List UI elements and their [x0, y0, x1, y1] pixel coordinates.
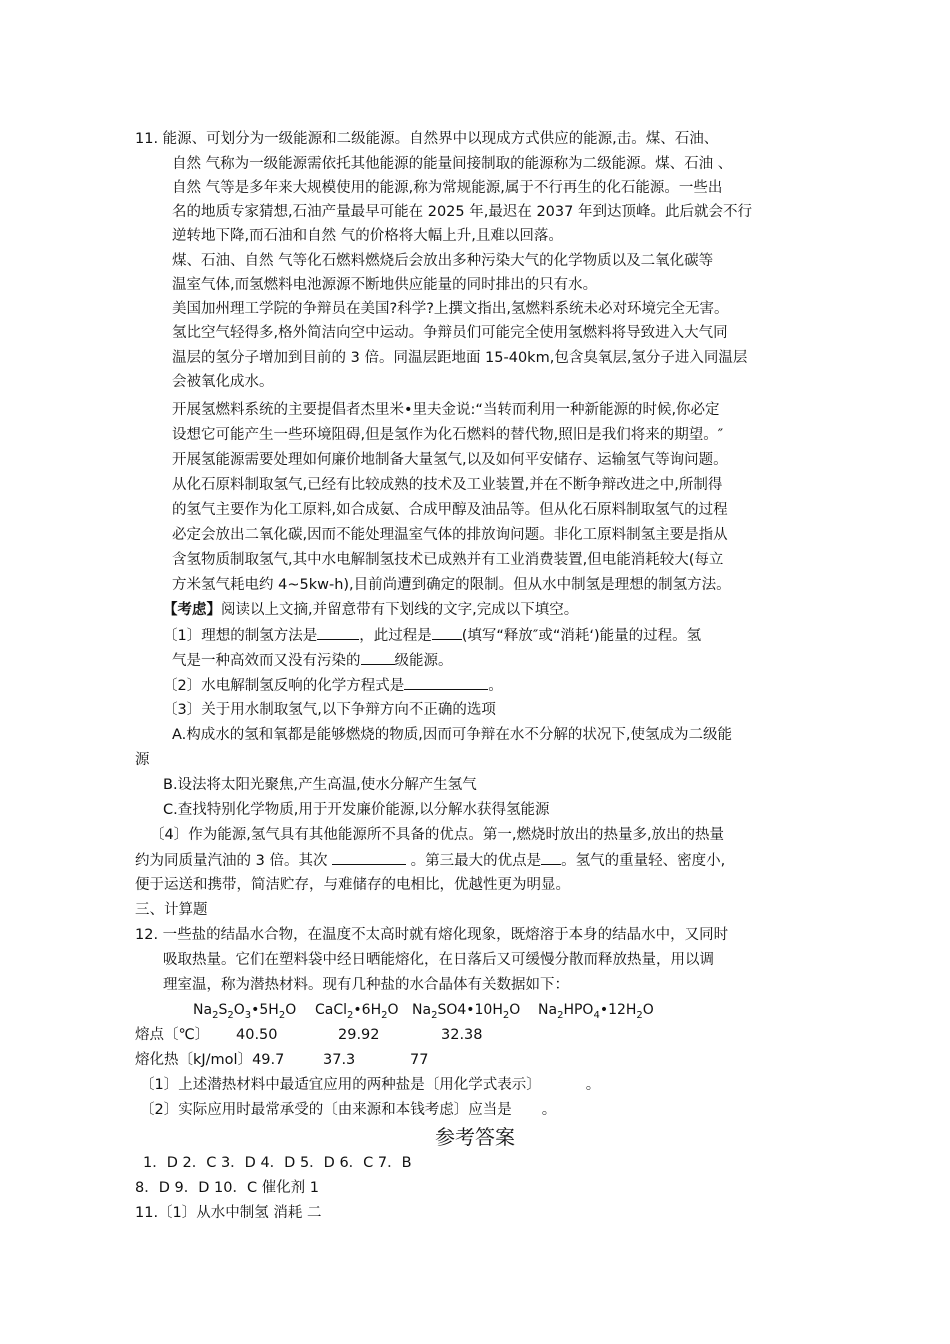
q11-line-1: 11. 能源、可划分为一级能源和二级能源。自然界中以现成方式供应的能源,击。煤、石油、	[135, 131, 719, 147]
sub1-text-e: 级能源。	[394, 653, 453, 669]
heat-of-fusion-value-3: 77	[410, 1052, 429, 1068]
answers-row-3: 11.〔1〕从水中制氢 消耗 二	[135, 1205, 322, 1221]
answer-blank-4[interactable]	[404, 674, 488, 690]
sub4-text-a: 约为同质量汽油的 3 倍。其次	[135, 853, 328, 869]
sub2-text-a: 〔2〕水电解制氢反响的化学方程式是	[163, 678, 405, 694]
melting-point-value-1: 40.50	[236, 1027, 278, 1043]
option-a-line-1: A.构成水的氢和氧都是能够燃烧的物质,因而可争辩在水不分解的状况下,使氢成为二级能	[172, 727, 732, 743]
heat-of-fusion-label: 熔化热〔kJ/mol〕49.7	[135, 1052, 285, 1068]
answer-blank-1[interactable]	[317, 624, 359, 640]
answers-row-1: 1．D 2．C 3．D 4．D 5．D 6．C 7．B	[143, 1155, 412, 1171]
answers-row-2: 8．D 9．D 10．C 催化剂 1	[135, 1180, 320, 1196]
option-c: C.查找特别化学物质,用于开发廉价能源,以分解水获得氢能源	[163, 802, 550, 818]
consider-line	[163, 599, 578, 621]
salt-formula-3: $Na_2SO4•10H_2O$	[412, 1002, 521, 1021]
q12-ask-2-text: 〔2〕实际应用时最常承受的〔由来源和本钱考虑〕应当是	[140, 1102, 512, 1118]
sub-question-1-cont	[172, 649, 453, 672]
q11-line-8: 美国加州理工学院的争辩员在美国?科学?上撰文指出,氢燃料系统未必对环境完全无害。	[172, 301, 729, 317]
q12-ask-2	[140, 1099, 556, 1121]
sub-question-3: 〔3〕关于用水制取氢气,以下争辩方向不正确的选项	[163, 702, 496, 718]
sub1-text-c: (填写“释放″或“消耗‘)能量的过程。氢	[461, 628, 702, 644]
q11-line-9: 氢比空气轻得多,格外简洁向空中运动。争辩员们可能完全使用氢燃料将导致进入大气同	[172, 325, 728, 341]
q11-line-7: 温室气体,而氢燃料电池源源不断地供应能量的同时排出的只有水。	[172, 277, 598, 293]
sub4-text-b: 。第三最大的优点是	[410, 853, 542, 869]
q12-line-2: 吸取热量。它们在塑料袋中经日晒能熔化，在日落后又可缓慢分散而释放热量，用以调	[163, 952, 714, 968]
sub1-text-a: 〔1〕理想的制氢方法是	[163, 628, 318, 644]
q11-line-19: 方米氢气耗电约 4~5kw-h),目前尚遭到确定的限制。但从水中制氢是理想的制氢方法。	[172, 577, 731, 593]
q11-line-16: 的氢气主要作为化工原料,如合成氨、合成甲醇及油品等。但从化石原料制取氢气的过程	[172, 502, 728, 518]
q11-line-18: 含氢物质制取氢气,其中水电解制氢技术已成熟并有工业消费装置,但电能消耗较大(每立	[172, 552, 724, 568]
q11-line-17: 必定会放出二氧化碳,因而不能处理温室气体的排放询问题。非化工原料制氢主要是指从	[172, 527, 728, 543]
q12-line-1: 12. 一些盐的结晶水合物，在温度不太高时就有熔化现象，既熔溶于本身的结晶水中，又同时	[135, 927, 729, 943]
q11-line-12: 开展氢燃料系统的主要提倡者杰里米•里夫金说:“当转而利用一种新能源的时候,你必定	[172, 402, 720, 418]
q11-line-15: 从化石原料制取氢气,已经有比较成熟的技术及工业装置,并在不断争辩改进之中,所制得	[172, 477, 723, 493]
q11-line-13: 设想它可能产生一些环境阻碍,但是氢作为化石燃料的替代物,照旧是我们将来的期望。″	[172, 427, 724, 443]
q12-ask-2-end: 。	[541, 1102, 557, 1118]
option-b: B.设法将太阳光聚焦,产生高温,使水分解产生氢气	[163, 777, 477, 793]
q12-ask-1-text: 〔1〕上述潜热材料中最适宜应用的两种盐是〔用化学式表示〕	[140, 1077, 541, 1093]
sub1-text-d: 气是一种高效而又没有污染的	[172, 653, 361, 669]
answer-blank-5[interactable]	[332, 849, 406, 865]
q12-line-3: 理室温，称为潜热材料。现有几种盐的水合晶体有关数据如下：	[163, 977, 569, 993]
q11-line-11: 会被氧化成水。	[172, 374, 274, 390]
q11-line-3: 自然 气等是多年来大规模使用的能源,称为常规能源,属于不行再生的化石能源。一些出	[172, 180, 723, 196]
answer-blank-2[interactable]	[432, 624, 462, 640]
q11-line-14: 开展氢能源需要处理如何廉价地制备大量氢气,以及如何平安储存、运输氢气等询问题。	[172, 452, 728, 468]
heat-of-fusion-value-2: 37.3	[323, 1052, 356, 1068]
q11-line-2: 自然 气称为一级能源需依托其他能源的能量间接制取的能源称为二级能源。煤、石油 、	[172, 156, 733, 172]
option-a-line-2: 源	[135, 752, 150, 768]
melting-point-value-2: 29.92	[338, 1027, 380, 1043]
sub-question-4-line-1: 〔4〕作为能源,氢气具有其他能源所不具备的优点。第一,燃烧时放出的热量多,放出的热量	[150, 827, 725, 843]
sub4-text-c: 。氢气的重量轻、密度小,	[561, 853, 726, 869]
sub-question-2	[163, 674, 503, 697]
q11-line-10: 温层的氢分子增加到目前的 3 倍。同温层距地面 15-40km,包含臭氧层,氢分子进入同温层	[172, 350, 748, 366]
consider-text: 阅读以上文摘,并留意带有下划线的文字,完成以下填空。	[221, 602, 579, 618]
melting-point-value-3: 32.38	[441, 1027, 483, 1043]
sub-question-1	[163, 624, 701, 647]
section-heading: 三、计算题	[135, 902, 208, 918]
sub-question-4-line-2	[135, 849, 725, 872]
answer-blank-6[interactable]	[541, 849, 561, 865]
sub2-text-b: 。	[488, 678, 503, 694]
consider-tag: 【考虑】	[163, 602, 221, 618]
salt-formula-4: $Na_2HPO_4•12H_2O$	[538, 1002, 654, 1021]
sub1-text-b: ，此过程是	[359, 628, 432, 644]
q11-line-4: 名的地质专家猜想,石油产量最早可能在 2025 年,最迟在 2037 年到达顶峰。此后就会不行	[172, 204, 752, 220]
answer-blank-3[interactable]	[361, 649, 395, 665]
answers-title: 参考答案	[435, 1125, 515, 1149]
q11-line-5: 逆转地下降,而石油和自然 气的价格将大幅上升,且难以回落。	[172, 228, 563, 244]
q11-line-6: 煤、石油、自然 气等化石燃料燃烧后会放出多种污染大气的化学物质以及二氧化碳等	[172, 253, 714, 269]
salt-formula-2: $CaCl_2•6H_2O$	[315, 1002, 399, 1021]
sub-question-4-line-3: 便于运送和携带，简洁贮存，与难储存的电相比，优越性更为明显。	[135, 877, 570, 893]
melting-point-label: 熔点〔℃〕	[135, 1027, 210, 1043]
q12-ask-1-end: 。	[585, 1077, 601, 1093]
salt-formula-1: $Na_2S_2O_3•5H_2O$	[193, 1002, 297, 1021]
q12-ask-1	[140, 1074, 600, 1096]
